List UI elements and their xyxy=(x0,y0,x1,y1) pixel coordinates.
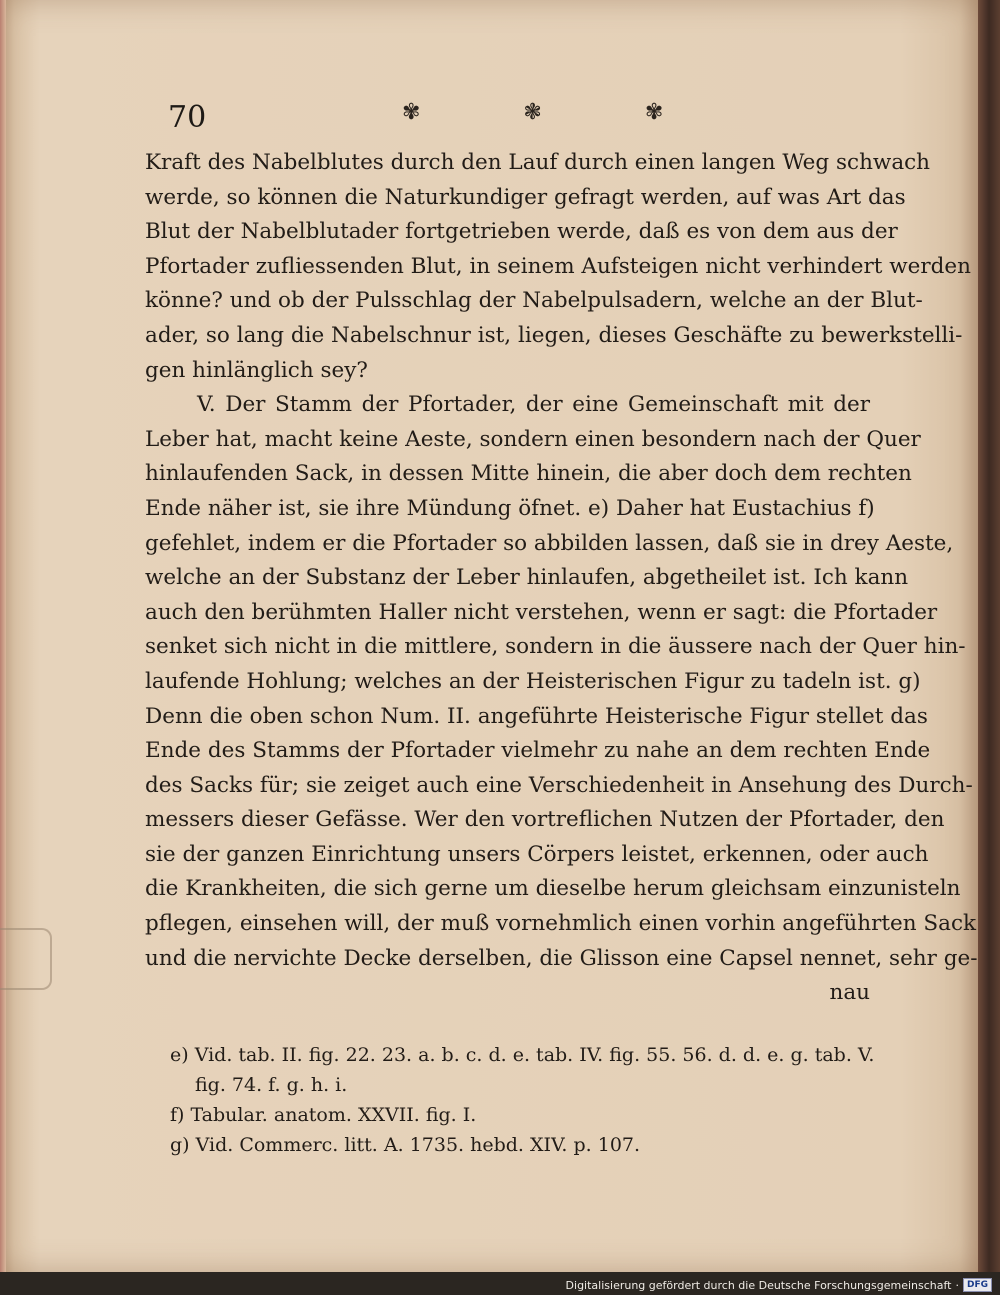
text-line: Denn die oben schon Num. II. angeführte Heisterische Figur stellet das xyxy=(145,703,928,729)
footnotes xyxy=(170,1040,875,1160)
dfg-logo: DFG xyxy=(963,1278,992,1292)
credit-separator: · xyxy=(955,1278,959,1292)
page-number: 70 xyxy=(168,100,207,135)
text-line: laufende Hohlung; welches an der Heisterischen Figur zu tadeln ist. g) xyxy=(145,668,921,694)
header-ornament: ✾ ❃ ✾ xyxy=(402,100,712,125)
text-line: Pfortader zufliessenden Blut, in seinem Aufsteigen nicht verhindert werden xyxy=(145,253,971,279)
footnote: e) Vid. tab. II. fig. 22. 23. a. b. c. d. e. tab. IV. fig. 55. 56. d. d. e. g. tab. V. xyxy=(170,1044,875,1066)
text-line: und die nervichte Decke derselben, die Glisson eine Capsel nennet, sehr ge- xyxy=(145,945,978,971)
text-line: senket sich nicht in die mittlere, sondern in die äussere nach der Quer hin- xyxy=(145,634,966,660)
page-header xyxy=(150,96,850,140)
credit-text: Digitalisierung gefördert durch die Deutsche Forschungsgemeinschaft xyxy=(565,1278,952,1292)
footnote: g) Vid. Commerc. litt. A. 1735. hebd. XIV. p. 107. xyxy=(170,1134,641,1156)
text-line: Ende des Stamms der Pfortader vielmehr zu nahe an dem rechten Ende xyxy=(145,738,931,764)
text-line: die Krankheiten, die sich gerne um dieselbe herum gleichsam einzunisteln xyxy=(145,876,961,902)
text-line: V. Der Stamm der Pfortader, der eine Gemeinschaft mit der xyxy=(197,392,870,418)
text-line: hinlaufenden Sack, in dessen Mitte hinein, die aber doch dem rechten xyxy=(145,461,912,487)
text-line: Kraft des Nabelblutes durch den Lauf durch einen langen Weg schwach xyxy=(145,150,931,175)
book-edge xyxy=(978,0,1000,1272)
text-line: auch den berühmten Haller nicht verstehen, wenn er sagt: die Pfortader xyxy=(145,599,938,625)
text-line: Leber hat, macht keine Aeste, sondern einen besondern nach der Quer xyxy=(145,426,921,452)
text-line: Blut der Nabelblutader fortgetrieben werde, daß es von dem aus der xyxy=(145,219,898,245)
text-line: gefehlet, indem er die Pfortader so abbilden lassen, daß sie in drey Aeste, xyxy=(145,530,954,556)
text-line: pflegen, einsehen will, der muß vornehmlich einen vorhin angeführten Sack xyxy=(145,911,977,937)
catchword: nau xyxy=(829,980,870,1006)
footnote: f) Tabular. anatom. XXVII. fig. I. xyxy=(170,1104,477,1126)
text-line: sie der ganzen Einrichtung unsers Cörpers leistet, erkennen, oder auch xyxy=(145,841,929,867)
text-line: welche an der Substanz der Leber hinlaufen, abgetheilet ist. Ich kann xyxy=(145,565,909,591)
text-line: messers dieser Gefässe. Wer den vortreflichen Nutzen der Pfortader, den xyxy=(145,807,945,833)
text-line: werde, so können die Naturkundiger gefragt werden, auf was Art das xyxy=(145,184,906,210)
text-line: Ende näher ist, sie ihre Mündung öfnet. e) Daher hat Eustachius f) xyxy=(145,495,875,521)
text-line: ader, so lang die Nabelschnur ist, liegen, dieses Geschäfte zu bewerkstelli- xyxy=(145,322,963,348)
page-left-edge xyxy=(0,0,6,1272)
text-line: könne? und ob der Pulsschlag der Nabelpulsadern, welche an der Blut- xyxy=(145,288,923,314)
text-line: gen hinlänglich sey? xyxy=(145,357,368,383)
digitization-credit xyxy=(566,1277,992,1293)
body-text xyxy=(145,146,978,1011)
text-line: des Sacks für; sie zeiget auch eine Verschiedenheit in Ansehung des Durch- xyxy=(145,772,973,798)
page-tab-mark xyxy=(0,928,52,990)
footnote-continuation: fig. 74. f. g. h. i. xyxy=(195,1074,348,1096)
